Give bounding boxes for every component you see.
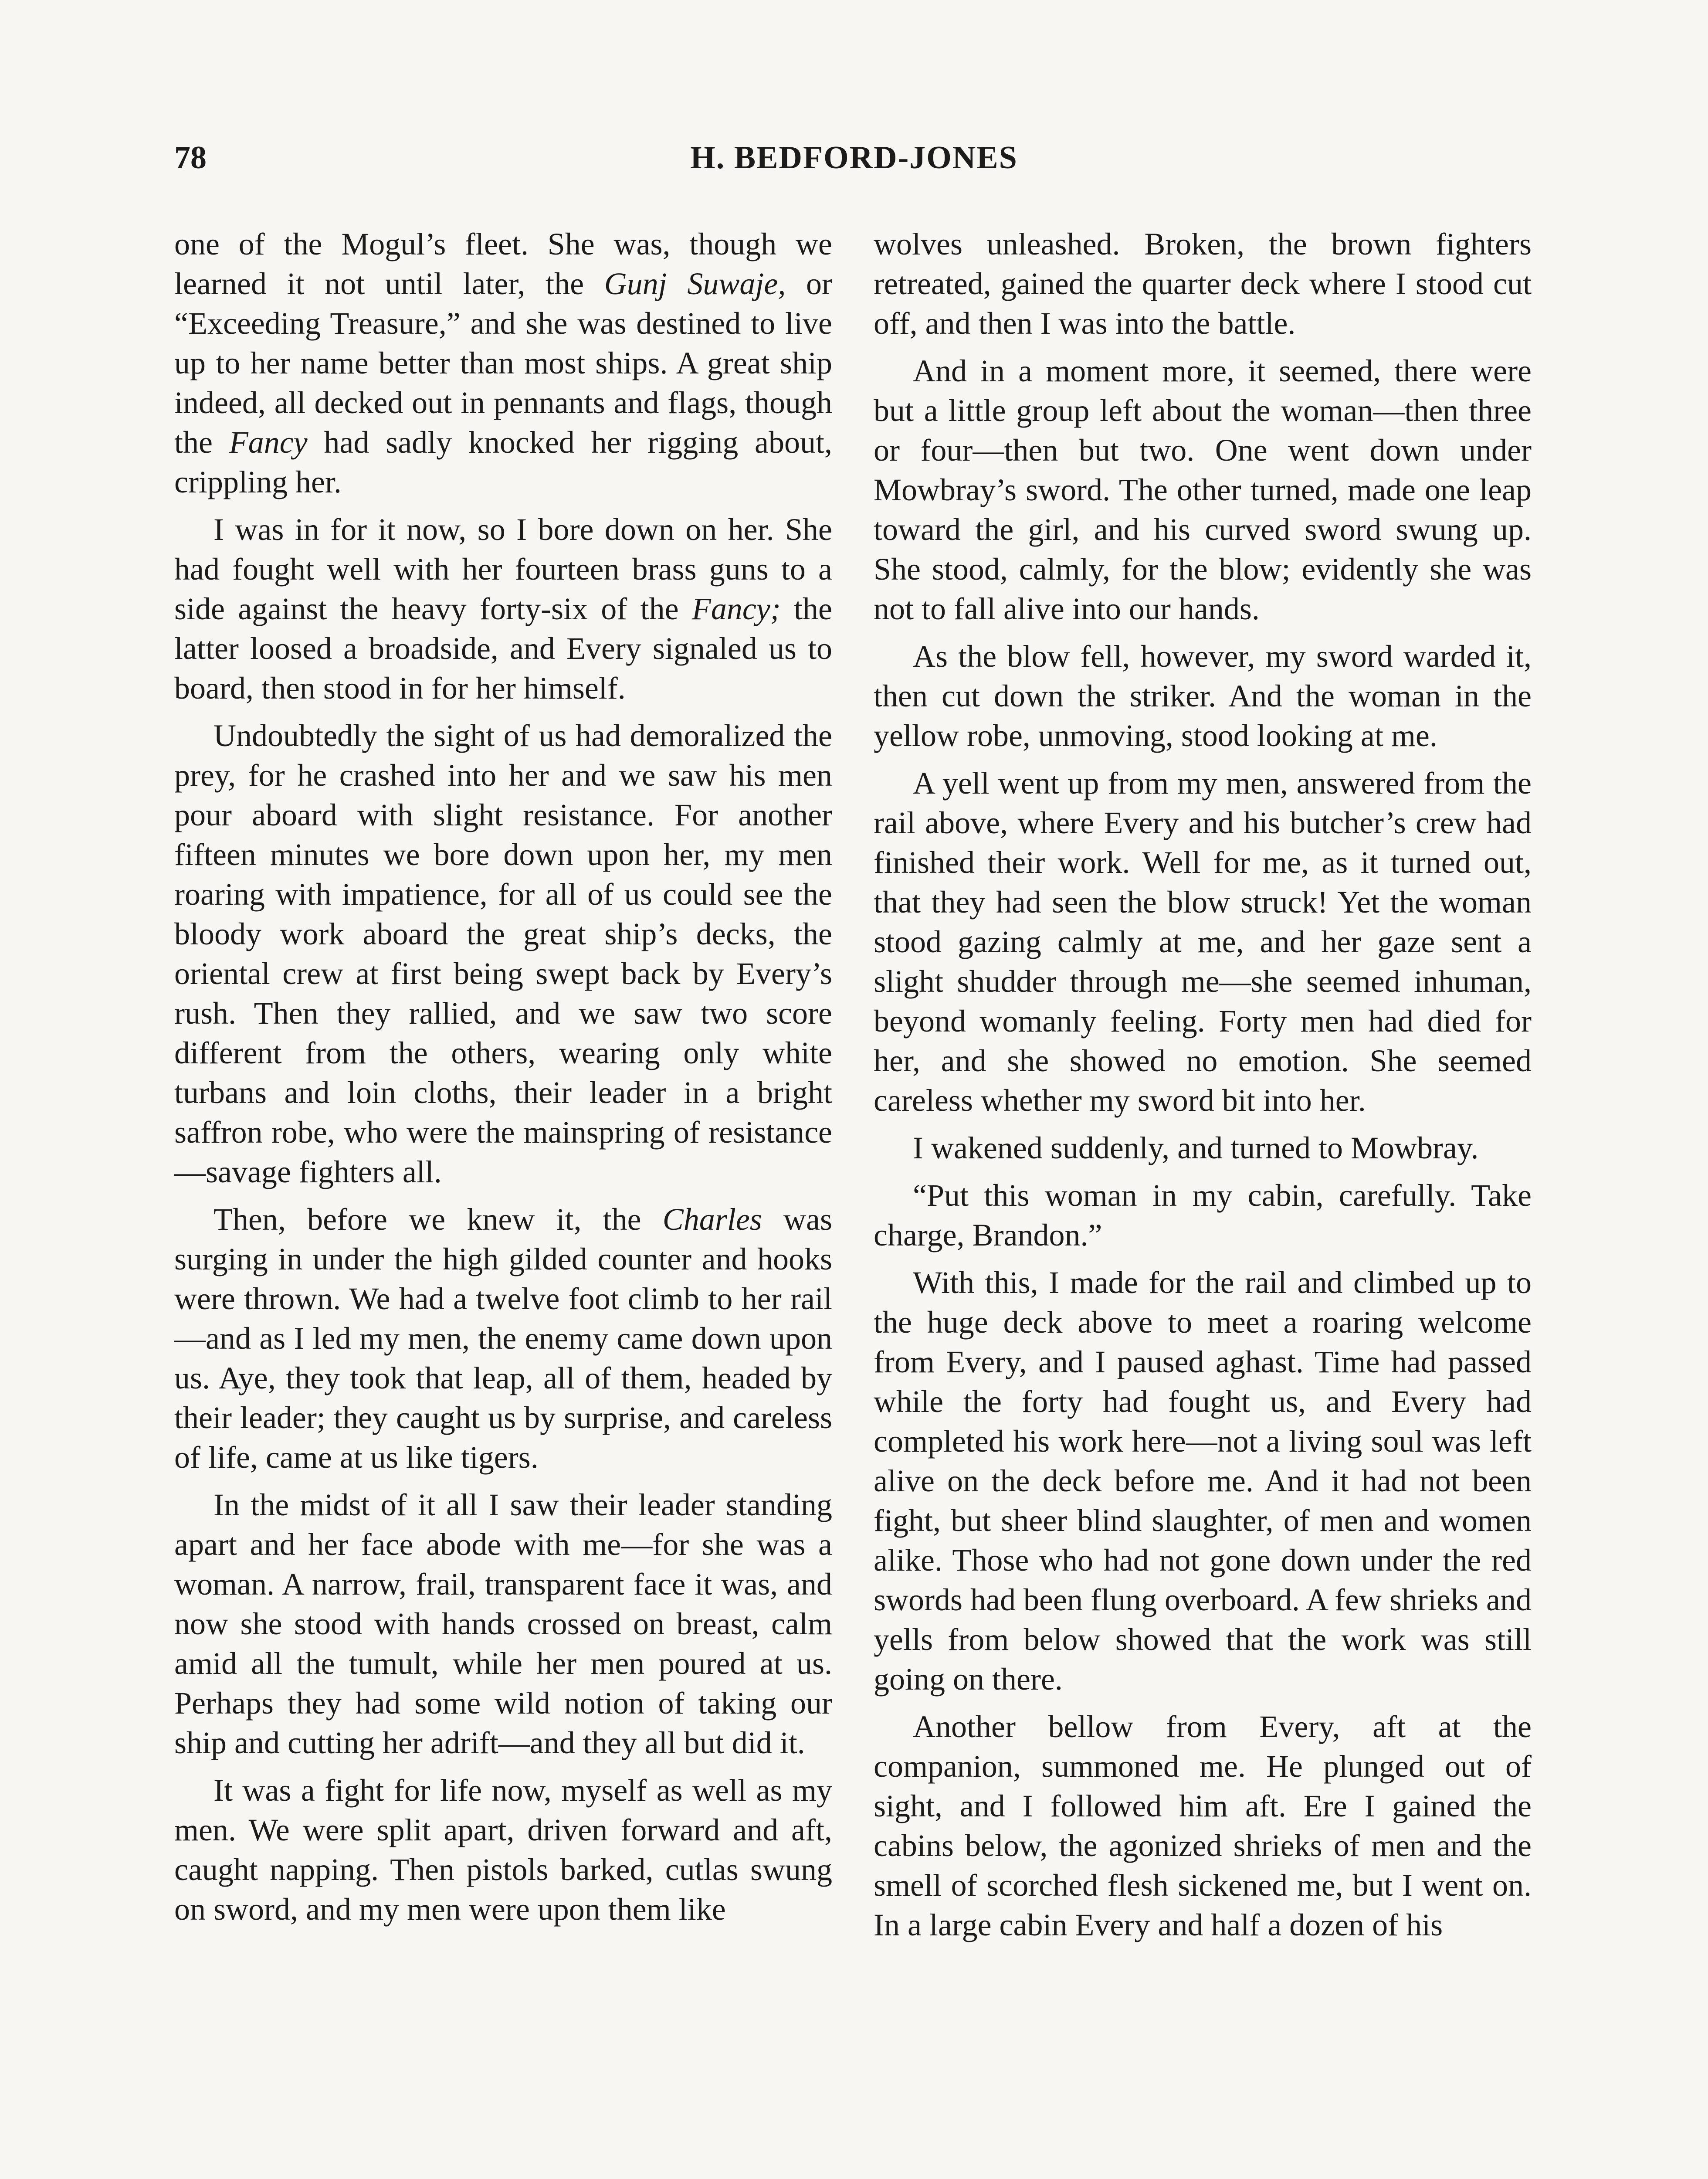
text-run: wolves unleashed. Broken, the brown fighters retreated, gained the quarter deck where I stood cut off, and then I was into the battle. [874,227,1532,341]
page-number: 78 [174,140,207,176]
text-run: Another bellow from Every, aft at the companion, summoned me. He plunged out of sight, and I followed him aft. Ere I gained the cabins below, the agonized shrieks of men and the smell of scorched flesh sickened me, but I went on. In a large cabin Every and half a dozen of his [874,1709,1532,1942]
text-run: I wakened suddenly, and turned to Mowbray. [913,1130,1479,1165]
text-run: With this, I made for the rail and climbed up to the huge deck above to meet a roaring welcome from Every, and I paused aghast. Time had passed while the forty had fought us, and Every had completed his work here—not a living soul was left alive on the deck before me. And it had not been fight, but sheer blind slaughter, of men and women alike. Those who had not gone down under the red swords had been flung overboard. A few shrieks and yells from below showed that the work was still going on there. [874,1265,1532,1697]
left-column [174,224,832,1929]
paragraph [174,716,832,1192]
text-run: was surging in under the high gilded counter and hooks were thrown. We had a twelve foot climb to her rail—and as I led my men, the enemy came down upon us. Aye, they took that leap, all of them, headed by their leader; they caught us by surprise, and careless of life, came at us like tigers. [174,1202,832,1475]
text-run: had sadly knocked her rigging about, crippling her. [174,425,832,499]
paragraph [874,1128,1532,1168]
text-run: As the blow fell, however, my sword warded it, then cut down the striker. And the woman in the yellow robe, unmoving, stood looking at me. [874,639,1532,753]
text-run: “Put this woman in my cabin, carefully. Take charge, Brandon.” [874,1178,1532,1252]
paragraph [874,351,1532,629]
text-run: one of the Mogul’s fleet. She was, though we learned it not until later, the [174,227,832,301]
paragraph [174,224,832,502]
text-run: It was a fight for life now, myself as well as my men. We were split apart, driven forward and aft, caught napping. Then pistols barked, cutlas swung on sword, and my men were upon them like [174,1773,832,1927]
page-header [174,139,1534,192]
text-run: or “Exceeding Treasure,” and she was destined to live up to her name better than most ships. A great ship indeed, all decked out in pennants and flags, though the [174,266,832,460]
italic-text: Fancy [229,425,308,460]
paragraph [874,637,1532,756]
running-head: H. BEDFORD-JONES [690,140,1018,176]
paragraph [874,1263,1532,1699]
paragraph [174,510,832,708]
paragraph [874,764,1532,1120]
italic-text: Fancy; [691,591,781,626]
text-columns [174,224,1534,2179]
text-run: In the midst of it all I saw their leader standing apart and her face abode with me—for she was a woman. A narrow, frail, transparent face it was, and now she stood with hands crossed on breast, calm amid all the tumult, while her men poured at us. Perhaps they had some wild notion of taking our ship and cutting her adrift—and they all but did it. [174,1487,832,1760]
text-run: And in a moment more, it seemed, there were but a little group left about the woman—then three or four—then but two. One went down under Mowbray’s sword. The other turned, made one leap toward the girl, and his curved sword swung up. She stood, calmly, for the blow; evidently she was not to fall alive into our hands. [874,353,1532,626]
text-run: I was in for it now, so I bore down on her. She had fought well with her fourteen brass guns to a side against the heavy forty-six of the [174,512,832,626]
italic-text: Charles [662,1202,762,1237]
text-run: Undoubtedly the sight of us had demoralized the prey, for he crashed into her and we saw his men pour aboard with slight resistance. For another fifteen minutes we bore down upon her, my men roaring with impatience, for all of us could see the bloody work aboard the great ship’s decks, the oriental crew at first being swept back by Every’s rush. Then they rallied, and we saw two score different from the others, wearing only white turbans and loin cloths, their leader in a bright saffron robe, who were the mainspring of resistance—savage fighters all. [174,718,832,1189]
right-column [874,224,1532,1945]
text-run: the latter loosed a broadside, and Every signaled us to board, then stood in for her himself. [174,591,832,706]
paragraph [174,1485,832,1763]
text-run: Then, before we knew it, the [214,1202,663,1237]
italic-text: Gunj Suwaje, [604,266,786,301]
paragraph [874,1176,1532,1255]
paragraph [174,1771,832,1929]
text-run: A yell went up from my men, answered from the rail above, where Every and his butcher’s crew had finished their work. Well for me, as it turned out, that they had seen the blow struck! Yet the woman stood gazing calmly at me, and her gaze sent a slight shudder through me—she seemed inhuman, beyond womanly feeling. Forty men had died for her, and she showed no emotion. She seemed careless whether my sword bit into her. [874,766,1532,1118]
paragraph [874,224,1532,343]
paragraph [174,1200,832,1477]
paragraph [874,1707,1532,1945]
